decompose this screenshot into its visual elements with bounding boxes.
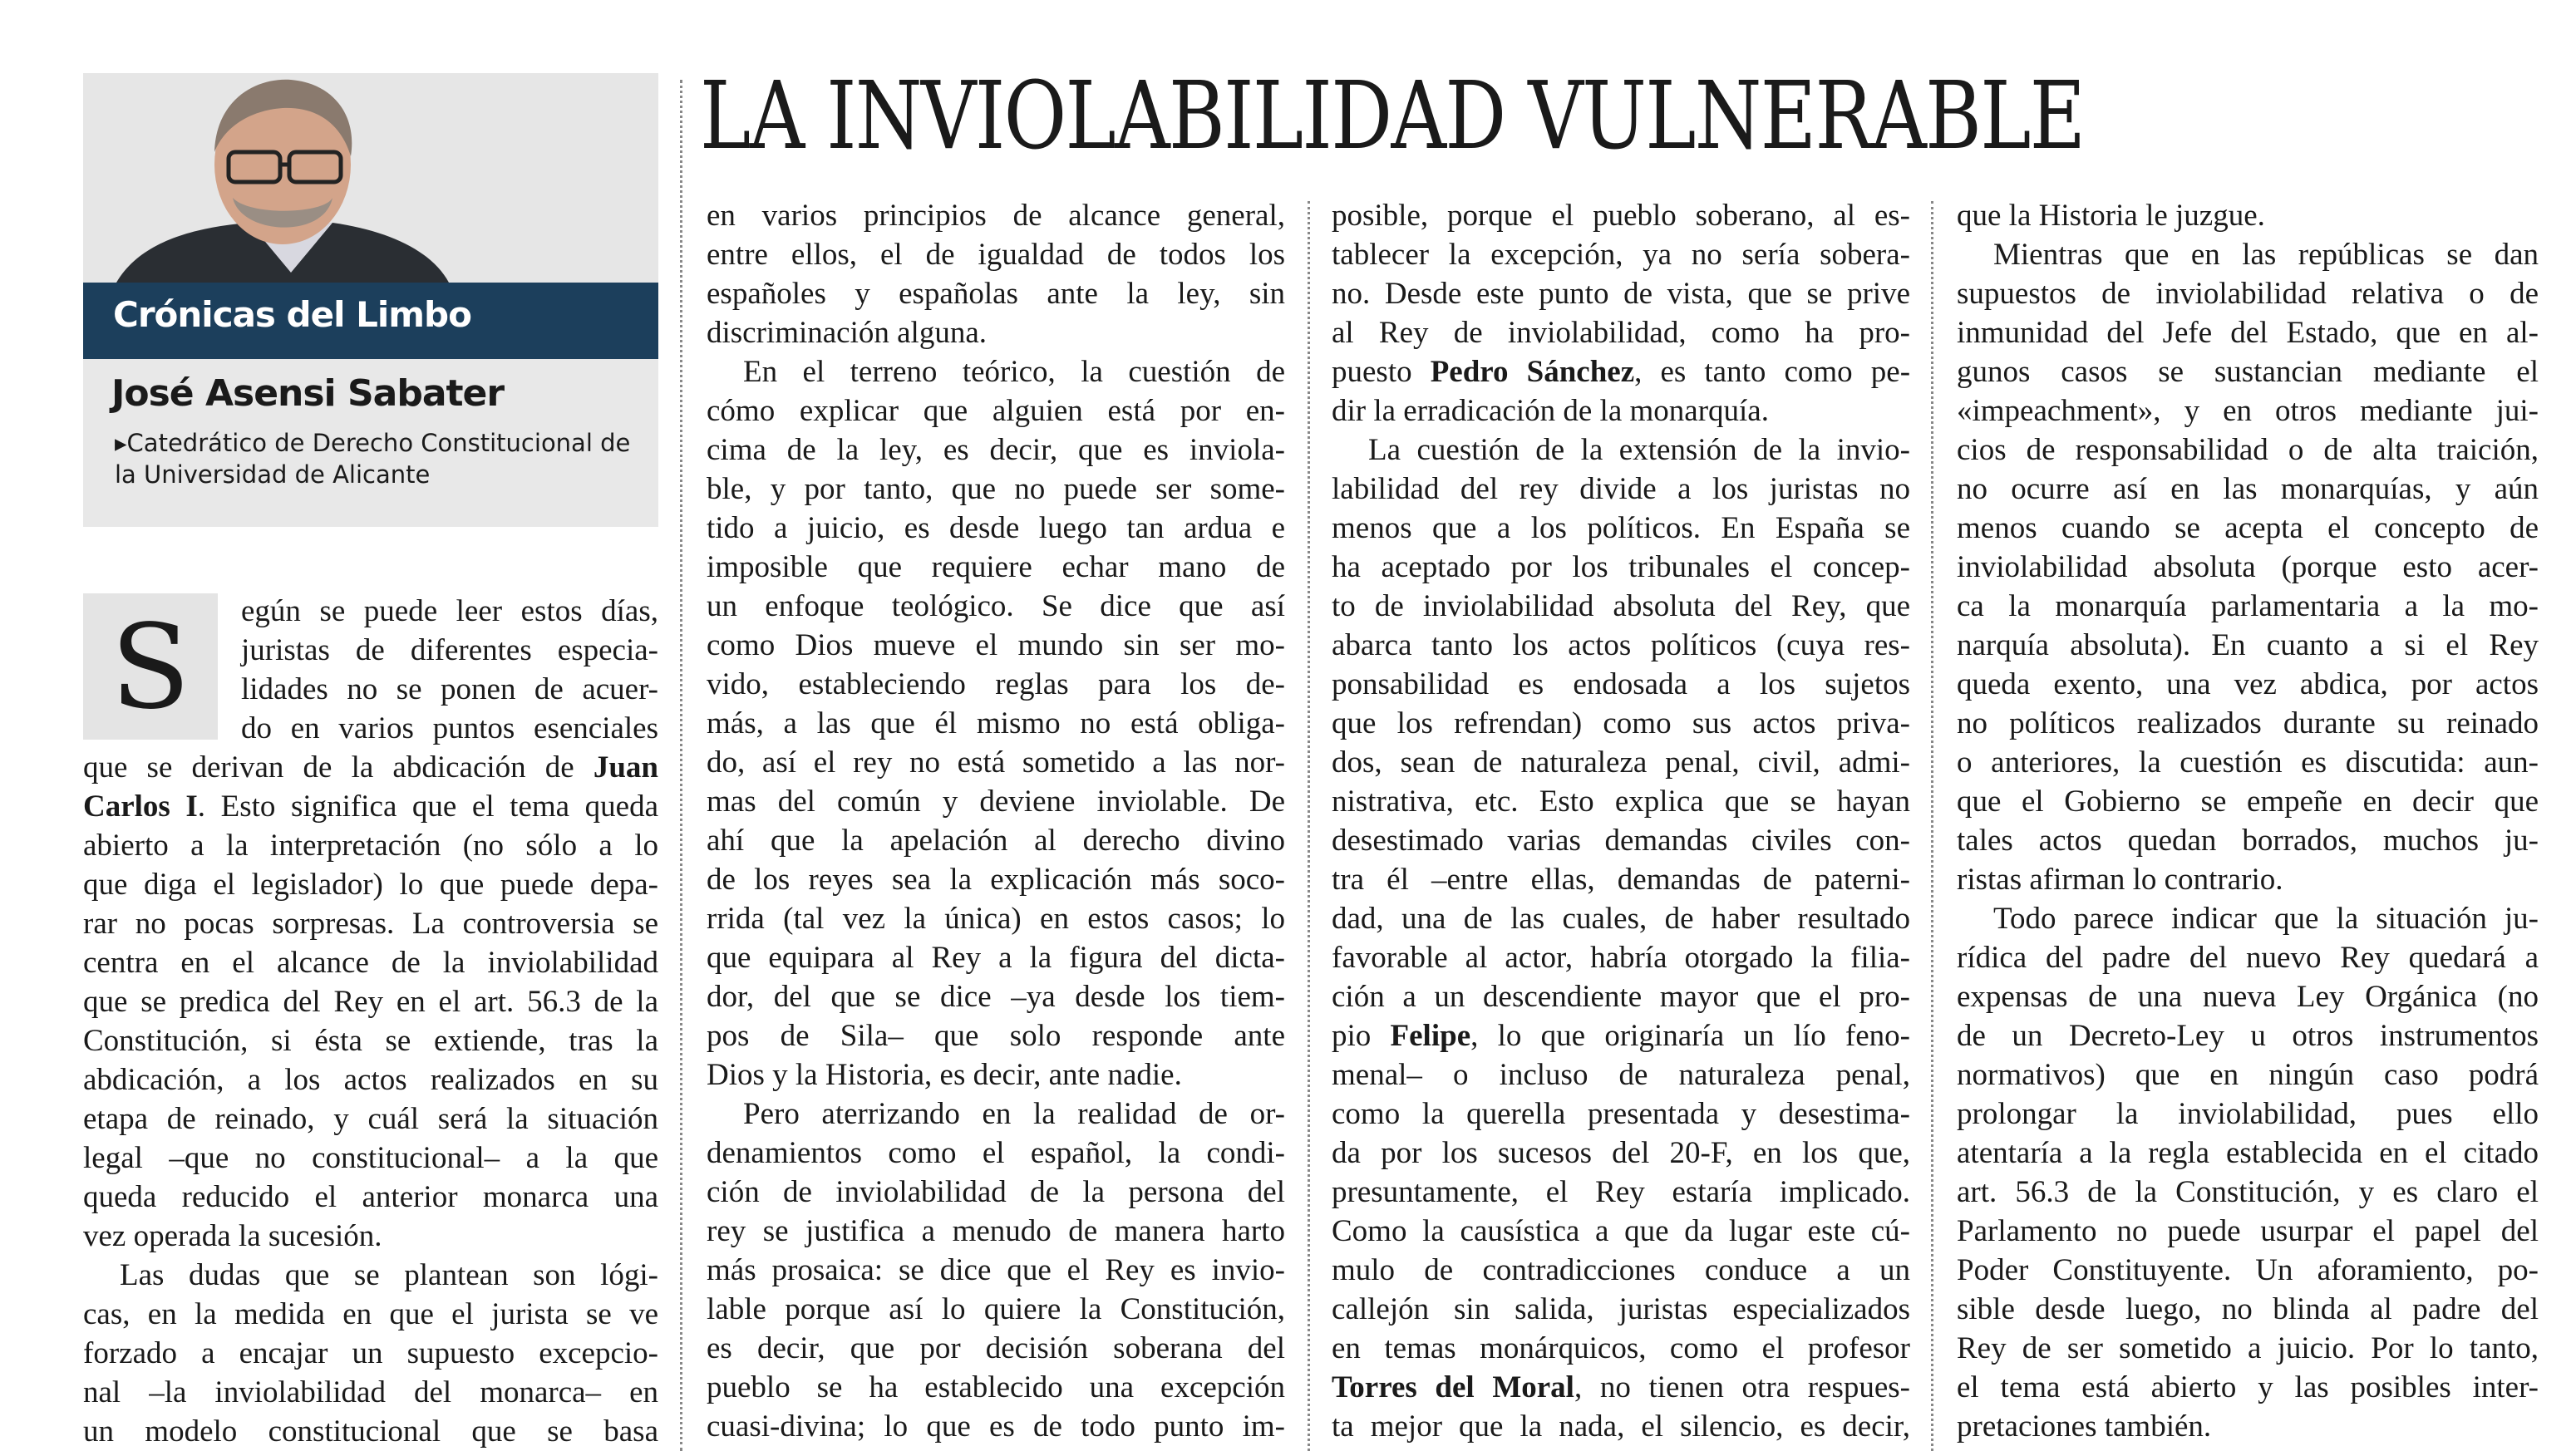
text-line: vez operada la sucesión.: [83, 1219, 382, 1253]
text-line: imposible que requiere echar mano de: [707, 550, 1285, 584]
text-line: que los refrendan) como sus actos priva-: [1332, 706, 1910, 740]
article-column-2: [707, 196, 1285, 1446]
text-line: ción a un descendiente mayor que el pro-: [1332, 980, 1910, 1014]
text-line: un enfoque teológico. Se dice que así: [707, 589, 1285, 623]
text-line: gunos casos se sustancian mediante el: [1957, 355, 2539, 389]
text-line: dir la erradicación de la monarquía.: [1332, 394, 1769, 428]
text-line: legal –que no constitucional– a la que: [83, 1141, 658, 1175]
text-line: rídica del padre del nuevo Rey quedará a: [1957, 941, 2539, 975]
text-line: denamientos como el español, la condi-: [707, 1136, 1285, 1170]
text-line: más, a las que él mismo no está obliga-: [707, 706, 1285, 740]
text-line: centra en el alcance de la inviolabilidad: [83, 946, 658, 980]
text-line: callejón sin salida, juristas especializados: [1332, 1292, 1910, 1326]
text-line: abdicación, a los actos realizados en su: [83, 1063, 658, 1097]
text-line: prolongar la inviolabilidad, pues ello: [1957, 1097, 2539, 1131]
article-column-1: [83, 592, 658, 1451]
text-line: ta mejor que la nada, el silencio, es decir,: [1332, 1409, 1910, 1444]
text-line: cima de la ley, es decir, que es inviola-: [707, 433, 1285, 467]
text-line: presuntamente, el Rey estaría implicado.: [1332, 1175, 1910, 1209]
text-line: etapa de reinado, y cuál será la situación: [83, 1102, 658, 1136]
text-line: más prosaica: se dice que el Rey es invio-: [707, 1253, 1285, 1287]
text-line: el tema está abierto y las posibles inter-: [1957, 1370, 2539, 1404]
text-line: da por los sucesos del 20-F, en los que,: [1332, 1136, 1910, 1170]
text-line: Constitución, si ésta se extiende, tras la: [83, 1024, 658, 1058]
text-line: Rey de ser sometido a juicio. Por lo tanto,: [1957, 1331, 2539, 1365]
text-line: rar no pocas sorpresas. La controversia se: [83, 907, 658, 941]
text-line: no. Desde este punto de vista, que se prive: [1332, 277, 1910, 311]
text-line: pueblo se ha establecido una excepción: [707, 1370, 1285, 1404]
text-line: en varios principios de alcance general,: [707, 199, 1285, 233]
text-line: tido a juicio, es desde luego tan ardua e: [707, 511, 1285, 545]
text-line: mulo de contradicciones conduce a un: [1332, 1253, 1910, 1287]
text-line: discriminación alguna.: [707, 316, 988, 350]
text-line: tablecer la excepción, ya no sería sobera-: [1332, 238, 1910, 272]
text-line: rey se justifica a menudo de manera harto: [707, 1214, 1285, 1248]
text-line: menal– o incluso de naturaleza penal,: [1332, 1058, 1910, 1092]
text-line: to de inviolabilidad absoluta del Rey, que: [1332, 589, 1910, 623]
text-line: do, así el rey no está sometido a las nor-: [707, 745, 1285, 780]
text-line: tales actos quedan borrados, muchos ju-: [1957, 824, 2539, 858]
text-line: Mientras que en las repúblicas se dan: [1993, 238, 2539, 272]
text-line: menos cuando se acepta el concepto de: [1957, 511, 2539, 545]
author-name: José Asensi Sabater: [111, 372, 505, 415]
text-line: menos que a los políticos. En España se: [1332, 511, 1910, 545]
text-line: favorable al actor, habría otorgado la filia-: [1332, 941, 1910, 975]
text-line: pretaciones también.: [1957, 1409, 2212, 1444]
text-line: o anteriores, la cuestión es discutida: aun-: [1957, 745, 2539, 780]
column-divider: [1308, 201, 1310, 1451]
text-line: queda exento, una vez abdica, por actos: [1957, 667, 2539, 701]
text-line: Carlos I. Esto significa que el tema queda: [83, 789, 658, 824]
text-line: de un Decreto-Ley u otros instrumentos: [1957, 1019, 2539, 1053]
text-line: mas del común y deviene inviolable. De: [707, 785, 1285, 819]
article-column-3: [1332, 196, 1910, 1446]
text-line: que el Gobierno se empeñe en decir que: [1957, 785, 2539, 819]
text-line: do en varios puntos esenciales: [241, 711, 658, 745]
text-line: españoles y españolas ante la ley, sin: [707, 277, 1285, 311]
text-line: al Rey de inviolabilidad, como ha pro-: [1332, 316, 1910, 350]
text-line: ca la monarquía parlamentaria a la mo-: [1957, 589, 2539, 623]
author-role-line: ▸Catedrático de Derecho Constitucional de: [115, 429, 631, 457]
text-line: pos de Sila– que solo responde ante: [707, 1019, 1285, 1053]
headline: LA INVIOLABILIDAD VULNERABLE: [700, 62, 2085, 170]
author-role-line: la Universidad de Alicante: [115, 460, 431, 489]
text-line: expensas de una nueva Ley Orgánica (no: [1957, 980, 2539, 1014]
text-line: no políticos realizados durante su reinado: [1957, 706, 2539, 740]
text-line: cios de responsabilidad o de alta traición,: [1957, 433, 2539, 467]
text-line: labilidad del rey divide a los juristas no: [1332, 472, 1910, 506]
text-line: pio Felipe, lo que originaría un lío feno-: [1332, 1019, 1910, 1053]
text-line: que diga el legislador) lo que puede depa-: [83, 868, 658, 902]
text-line: un modelo constitucional que se basa: [83, 1414, 658, 1449]
text-line: Como la causística a que da lugar este cú-: [1332, 1214, 1910, 1248]
text-line: Poder Constituyente. Un aforamiento, po-: [1957, 1253, 2539, 1287]
text-line: entre ellos, el de igualdad de todos los: [707, 238, 1285, 272]
text-line: narquía absoluta). En cuanto a si el Rey: [1957, 628, 2539, 662]
text-line: cuasi-divina; lo que es de todo punto im-: [707, 1409, 1285, 1444]
text-line: normativos) que en ningún caso podrá: [1957, 1058, 2539, 1092]
text-line: inviolabilidad absoluta (porque esto acer-: [1957, 550, 2539, 584]
text-line: dos, sean de naturaleza penal, civil, admi-: [1332, 745, 1910, 780]
text-line: juristas de diferentes especia-: [241, 633, 658, 667]
text-line: egún se puede leer estos días,: [241, 594, 658, 628]
text-line: lable porque así lo quiere la Constitución,: [707, 1292, 1285, 1326]
text-line: como la querella presentada y desestima-: [1332, 1097, 1910, 1131]
text-line: ción de inviolabilidad de la persona del: [707, 1175, 1285, 1209]
text-line: Las dudas que se plantean son lógi-: [120, 1258, 658, 1292]
text-line: tra él –entre ellas, demandas de paterni-: [1332, 863, 1910, 897]
text-line: lidades no se ponen de acuer-: [241, 672, 658, 706]
text-line: que equipara al Rey a la figura del dicta-: [707, 941, 1285, 975]
text-line: art. 56.3 de la Constitución, y es claro el: [1957, 1175, 2539, 1209]
text-line: puesto Pedro Sánchez, es tanto como pe-: [1332, 355, 1910, 389]
text-line: sible desde luego, no blinda al padre del: [1957, 1292, 2539, 1326]
text-line: Parlamento no puede usurpar el papel del: [1957, 1214, 2539, 1248]
text-line: vido, estableciendo reglas para los de-: [707, 667, 1285, 701]
section-title: Crónicas del Limbo: [113, 294, 471, 335]
column-divider: [680, 80, 682, 1451]
text-line: de los reyes sea la explicación más soco-: [707, 863, 1285, 897]
text-line: abierto a la interpretación (no sólo a lo: [83, 829, 658, 863]
text-line: que se predica del Rey en el art. 56.3 de la: [83, 985, 658, 1019]
text-line: es decir, que por decisión soberana del: [707, 1331, 1285, 1365]
text-line: ha aceptado por los tribunales el concep-: [1332, 550, 1910, 584]
text-line: cas, en la medida en que el jurista se ve: [83, 1297, 658, 1331]
text-line: «impeachment», y en otros mediante jui-: [1957, 394, 2539, 428]
text-line: abarca tanto los actos políticos (cuya res-: [1332, 628, 1910, 662]
text-line: nistrativa, etc. Esto explica que se hayan: [1332, 785, 1910, 819]
article-column-4: [1957, 196, 2539, 1446]
text-line: rrida (tal vez la única) en estos casos; lo: [707, 902, 1285, 936]
text-line: desestimado varias demandas civiles con-: [1332, 824, 1910, 858]
dropcap: S: [111, 600, 190, 735]
column-divider: [1931, 201, 1933, 1451]
author-role: [115, 427, 647, 490]
text-line: dor, del que se dice –ya desde los tiem-: [707, 980, 1285, 1014]
text-line: ristas afirman lo contrario.: [1957, 863, 2283, 897]
author-photo: [83, 73, 658, 283]
text-line: que se derivan de la abdicación de Juan: [83, 750, 658, 785]
text-line: ponsabilidad es endosada a los sujetos: [1332, 667, 1910, 701]
text-line: ahí que la apelación al derecho divino: [707, 824, 1285, 858]
text-line: ble, y por tanto, que no puede ser some-: [707, 472, 1285, 506]
text-line: dad, una de las cuales, de haber resultado: [1332, 902, 1910, 936]
text-line: atentaría a la regla establecida en el citado: [1957, 1136, 2539, 1170]
text-line: Pero aterrizando en la realidad de or-: [743, 1097, 1285, 1131]
text-line: que la Historia le juzgue.: [1957, 199, 2265, 233]
text-line: queda reducido el anterior monarca una: [83, 1180, 658, 1214]
text-line: En el terreno teórico, la cuestión de: [743, 355, 1285, 389]
text-line: en temas monárquicos, como el profesor: [1332, 1331, 1910, 1365]
text-line: La cuestión de la extensión de la invio-: [1368, 433, 1910, 467]
text-line: Torres del Moral, no tienen otra respues-: [1332, 1370, 1910, 1404]
text-line: posible, porque el pueblo soberano, al es-: [1332, 199, 1910, 233]
text-line: no ocurre así en las monarquías, y aún: [1957, 472, 2539, 506]
text-line: forzado a encajar un supuesto excepcio-: [83, 1336, 658, 1370]
text-line: cómo explicar que alguien está por en-: [707, 394, 1285, 428]
text-line: Todo parece indicar que la situación ju-: [1993, 902, 2539, 936]
text-line: supuestos de inviolabilidad relativa o de: [1957, 277, 2539, 311]
text-line: Dios y la Historia, es decir, ante nadie.: [707, 1058, 1182, 1092]
text-line: como Dios mueve el mundo sin ser mo-: [707, 628, 1285, 662]
text-line: inmunidad del Jefe del Estado, que en al-: [1957, 316, 2539, 350]
text-line: nal –la inviolabilidad del monarca– en: [83, 1375, 658, 1409]
